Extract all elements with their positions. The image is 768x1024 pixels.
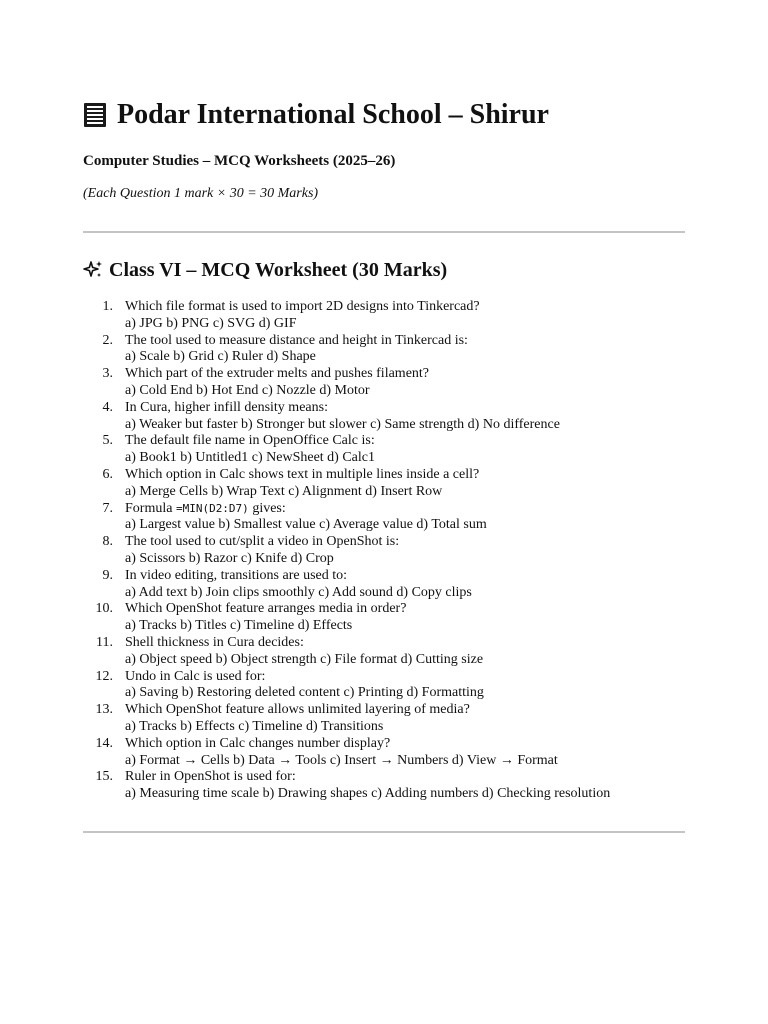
question-options: a) Measuring time scale b) Drawing shapes c) Adding numbers d) Checking resolution <box>125 786 611 802</box>
question-text: Which option in Calc changes number display? <box>125 735 391 751</box>
question-text: Ruler in OpenShot is used for: <box>125 769 296 785</box>
page-title: Podar International School – Shirur <box>117 99 549 130</box>
question-text: The tool used to cut/split a video in OpenShot is: <box>125 534 400 550</box>
question-number: 13. <box>95 702 113 718</box>
question-text: Which part of the extruder melts and pushes filament? <box>125 366 430 382</box>
question-item <box>83 601 610 635</box>
question-number: 8. <box>102 534 113 550</box>
question-number: 7. <box>102 500 113 516</box>
question-item <box>83 568 610 602</box>
question-item <box>83 366 610 400</box>
question-number: 6. <box>102 466 113 482</box>
question-options: a) JPG b) PNG c) SVG d) GIF <box>125 315 297 331</box>
question-item <box>83 635 610 669</box>
question-number: 5. <box>102 433 113 449</box>
question-text: Which file format is used to import 2D designs into Tinkercad? <box>125 299 480 314</box>
question-item <box>83 501 610 535</box>
formula-code: =MIN(D2:D7) <box>175 501 249 515</box>
question-item <box>83 400 610 434</box>
document-icon <box>83 102 107 128</box>
question-item <box>83 769 610 803</box>
question-options: a) Scissors b) Razor c) Knife d) Crop <box>125 550 334 566</box>
question-options: a) Weaker but faster b) Stronger but slower c) Same strength d) No difference <box>125 416 560 432</box>
question-number: 10. <box>95 601 113 617</box>
question-item <box>83 467 610 501</box>
marks-note: (Each Question 1 mark × 30 = 30 Marks) <box>83 186 319 201</box>
question-text-before-code: Formula <box>125 500 176 516</box>
question-options: a) Tracks b) Titles c) Timeline d) Effects <box>125 618 353 634</box>
question-number: 2. <box>102 332 113 348</box>
question-text-after-code: gives: <box>248 500 286 516</box>
question-options: a) Merge Cells b) Wrap Text c) Alignment d) Insert Row <box>125 483 443 499</box>
sparkles-icon <box>83 260 103 280</box>
question-text: Undo in Calc is used for: <box>125 668 266 684</box>
question-item <box>83 736 610 770</box>
question-text: In Cura, higher infill density means: <box>125 399 328 415</box>
question-text: Which OpenShot feature allows unlimited layering of media? <box>125 702 470 718</box>
question-text: Which option in Calc shows text in multiple lines inside a cell? <box>125 466 480 482</box>
top-divider <box>83 231 685 233</box>
question-options: a) Largest value b) Smallest value c) Average value d) Total sum <box>125 517 487 533</box>
question-options: a) Object speed b) Object strength c) File format d) Cutting size <box>125 651 484 667</box>
question-text: Which OpenShot feature arranges media in order? <box>125 601 407 617</box>
question-item <box>83 534 610 568</box>
question-text <box>125 501 610 518</box>
question-options: a) Saving b) Restoring deleted content c) Printing d) Formatting <box>125 685 484 701</box>
question-number: 3. <box>102 366 113 382</box>
question-number: 1. <box>102 299 113 314</box>
question-item <box>83 433 610 467</box>
question-item <box>83 333 610 367</box>
question-text: The default file name in OpenOffice Calc is: <box>125 433 375 449</box>
question-number: 4. <box>102 399 113 415</box>
question-item <box>83 299 610 333</box>
question-options: a) Format → Cells b) Data → Tools c) Insert → Numbers d) View → Format <box>125 752 558 768</box>
worksheet-subtitle: Computer Studies – MCQ Worksheets (2025–26) <box>83 153 396 169</box>
section-heading-row <box>83 257 447 283</box>
question-options: a) Add text b) Join clips smoothly c) Add sound d) Copy clips <box>125 584 472 600</box>
question-options: a) Cold End b) Hot End c) Nozzle d) Motor <box>125 382 370 398</box>
question-text: The tool used to measure distance and height in Tinkercad is: <box>125 332 468 348</box>
question-item <box>83 702 610 736</box>
title-row <box>83 98 549 132</box>
bottom-divider <box>83 831 685 833</box>
question-options: a) Scale b) Grid c) Ruler d) Shape <box>125 349 316 365</box>
question-text: Shell thickness in Cura decides: <box>125 634 304 650</box>
question-number: 12. <box>95 668 113 684</box>
question-list <box>83 299 610 803</box>
section-title: Class VI – MCQ Worksheet (30 Marks) <box>109 259 448 281</box>
question-text: In video editing, transitions are used to: <box>125 567 348 583</box>
question-options: a) Tracks b) Effects c) Timeline d) Transitions <box>125 718 384 734</box>
question-number: 11. <box>96 634 113 650</box>
question-number: 15. <box>95 769 113 785</box>
question-options: a) Book1 b) Untitled1 c) NewSheet d) Calc1 <box>125 450 375 466</box>
question-number: 9. <box>102 567 113 583</box>
question-number: 14. <box>95 735 113 751</box>
question-item <box>83 669 610 703</box>
